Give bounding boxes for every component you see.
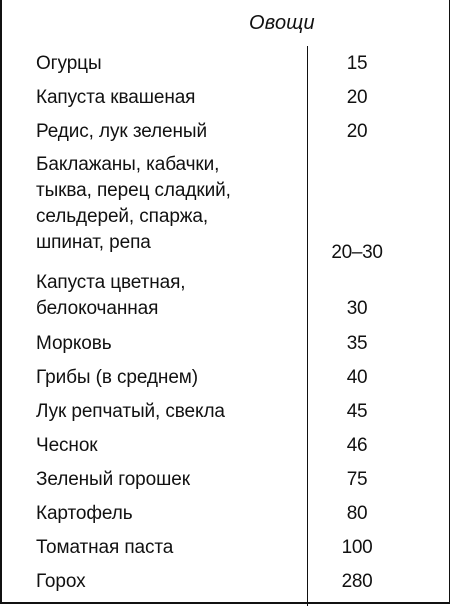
row-value: 80 xyxy=(346,503,368,524)
row-label: Зеленый горошек xyxy=(36,469,190,490)
row-label: Баклажаны, кабачки, тыква, перец сладкий, сельдерей, спаржа, шпинат, репа xyxy=(36,154,231,253)
table-row xyxy=(2,467,450,493)
table-row xyxy=(2,365,450,391)
row-value: 35 xyxy=(346,333,368,354)
table-row xyxy=(2,399,450,425)
row-label: Грибы (в среднем) xyxy=(36,367,198,388)
table-row xyxy=(2,569,450,595)
row-label: Горох xyxy=(36,571,86,592)
table-row xyxy=(2,535,450,561)
row-label: Редис, лук зеленый xyxy=(36,121,207,142)
table-row xyxy=(2,119,450,145)
row-label: Огурцы xyxy=(36,53,102,74)
row-value: 15 xyxy=(346,53,368,74)
table-row xyxy=(2,51,450,77)
table-row xyxy=(2,85,450,111)
table-row xyxy=(2,501,450,527)
row-value: 75 xyxy=(346,469,368,490)
row-label: Капуста цветная, белокочанная xyxy=(36,272,186,319)
row-value: 20 xyxy=(346,87,368,108)
row-value: 30 xyxy=(346,298,368,319)
table-row xyxy=(2,152,450,263)
row-value: 100 xyxy=(341,537,373,558)
row-label: Морковь xyxy=(36,333,112,354)
row-label: Капуста квашеная xyxy=(36,87,196,108)
table-body xyxy=(2,0,450,604)
row-label: Картофель xyxy=(36,503,133,524)
section-title: Овощи xyxy=(249,12,315,34)
table-row xyxy=(2,433,450,459)
row-value: 280 xyxy=(341,571,373,592)
row-value: 40 xyxy=(346,367,368,388)
row-value: 20 xyxy=(346,121,368,142)
row-value: 20–30 xyxy=(331,242,383,263)
row-label: Томатная паста xyxy=(36,537,174,558)
row-value: 45 xyxy=(346,401,368,422)
row-label: Чеснок xyxy=(36,435,98,456)
row-value: 46 xyxy=(346,435,368,456)
table-row xyxy=(2,270,450,322)
table-row xyxy=(2,331,450,357)
row-label: Лук репчатый, свекла xyxy=(36,401,225,422)
